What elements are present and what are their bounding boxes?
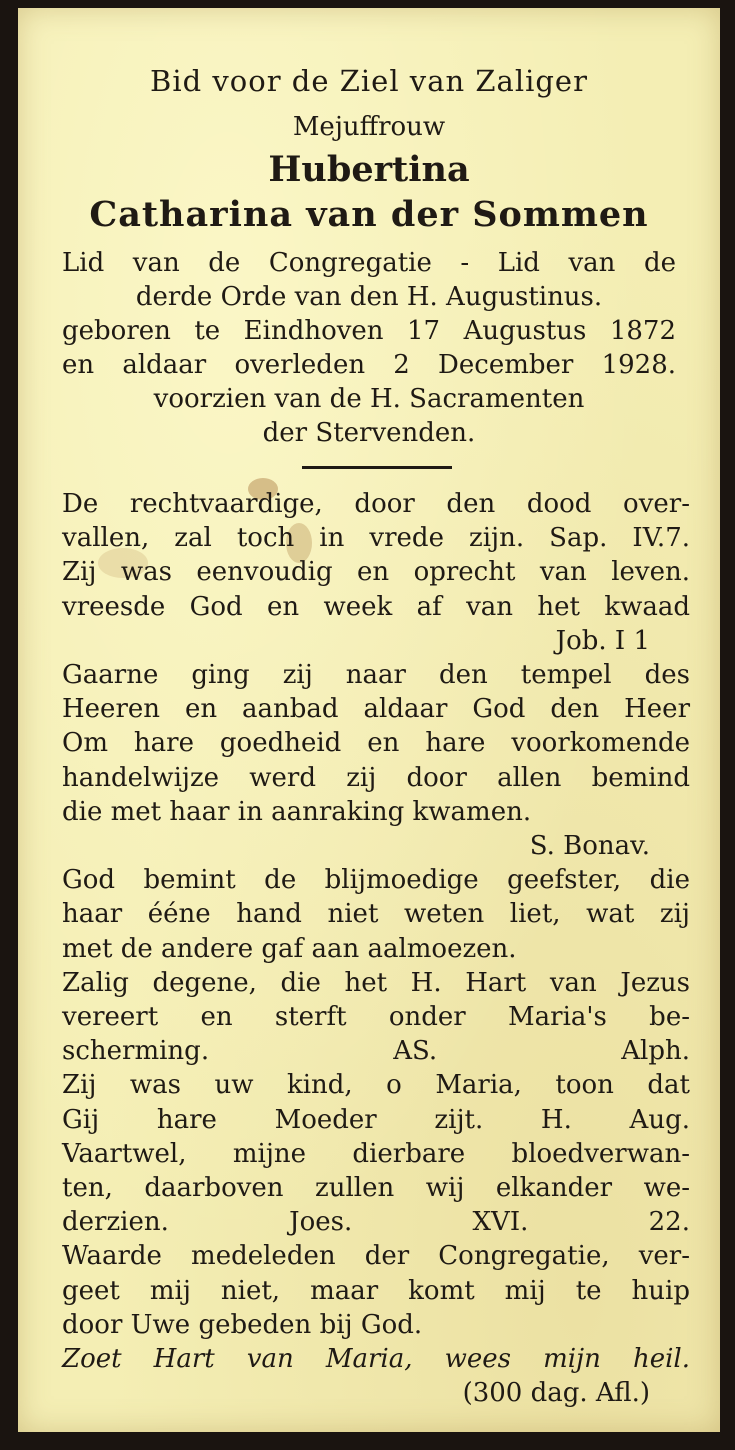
verse-line: Om hare goedheid en hare voorkomende [62,728,690,759]
verse-line: geet mij niet, maar komt mij te huip [62,1275,690,1306]
verse-source: S. Bonav. [529,831,650,862]
verse-text: derzien. [62,1207,169,1238]
verse-source: Job. I 1 [555,625,650,656]
verse-line: Vaartwel, mijne dierbare bloedverwan- [62,1138,690,1169]
verse-text: Gij hare Moeder zijt. [62,1104,484,1135]
verse-line: door Uwe gebeden bij God. [62,1309,423,1340]
verse-line: God bemint de blijmoedige geefster, die [62,865,690,896]
verse-line: Zalig degene, die het H. Hart van Jezus [62,967,690,998]
verse-line-with-source [62,1103,690,1137]
verse-line-with-source [62,1034,690,1068]
verse-line: handelwijze werd zij door allen bemind [62,762,690,793]
verse-line: vallen, zal toch in vrede zijn. Sap. IV.7. [62,523,690,554]
verse-line: haar ééne hand niet weten liet, wat zij [62,899,690,930]
header-line-1: Bid voor de Ziel van Zaliger [150,64,588,98]
verse-line: Heeren en aanbad aldaar God den Heer [62,694,690,725]
deceased-first-name: Hubertina [268,149,470,190]
info-line: voorzien van de H. Sacramenten [153,384,585,414]
verse-line: Zij was uw kind, o Maria, toon dat [62,1070,690,1101]
info-line: Lid van de Congregatie - Lid van de [62,248,676,278]
verse-line: Gaarne ging zij naar den tempel des [62,660,690,691]
verse-line: Zij was eenvoudig en oprecht van leven. [62,557,690,588]
verse-text: scherming. [62,1036,210,1067]
info-line: geboren te Eindhoven 17 Augustus 1872 [62,316,676,346]
verse-line: De rechtvaardige, door den dood over- [62,489,690,519]
verse-line: vereert en sterft onder Maria's be- [62,1002,690,1033]
info-line: der Stervenden. [262,418,476,448]
divider-rule [302,466,452,469]
verse-line: ten, daarboven zullen wij elkander we- [62,1173,690,1204]
deceased-full-name: Catharina van der Sommen [89,194,649,235]
prayer-card [18,8,720,1432]
verse-line: met de andere gaf aan aalmoezen. [62,933,517,964]
indulgence-note: (300 dag. Afl.) [462,1378,650,1409]
verse-source: Joes. XVI. 22. [289,1207,690,1238]
verse-source: AS. Alph. [393,1036,691,1067]
verse-line-with-source [62,1205,690,1239]
verse-line: Waarde medeleden der Congregatie, ver- [62,1241,690,1272]
header-line-2: Mejuffrouw [292,112,446,142]
info-line: en aldaar overleden 2 December 1928. [62,350,676,380]
info-line: derde Orde van den H. Augustinus. [135,282,603,312]
verse-line: vreesde God en week af van het kwaad [62,591,690,622]
verse-source: H. Aug. [540,1104,690,1135]
verses-block [62,487,690,1410]
closing-prayer: Zoet Hart van Maria, wees mijn heil. [62,1344,690,1375]
verse-line: die met haar in aanraking kwamen. [62,796,532,827]
biography-block [62,246,676,450]
